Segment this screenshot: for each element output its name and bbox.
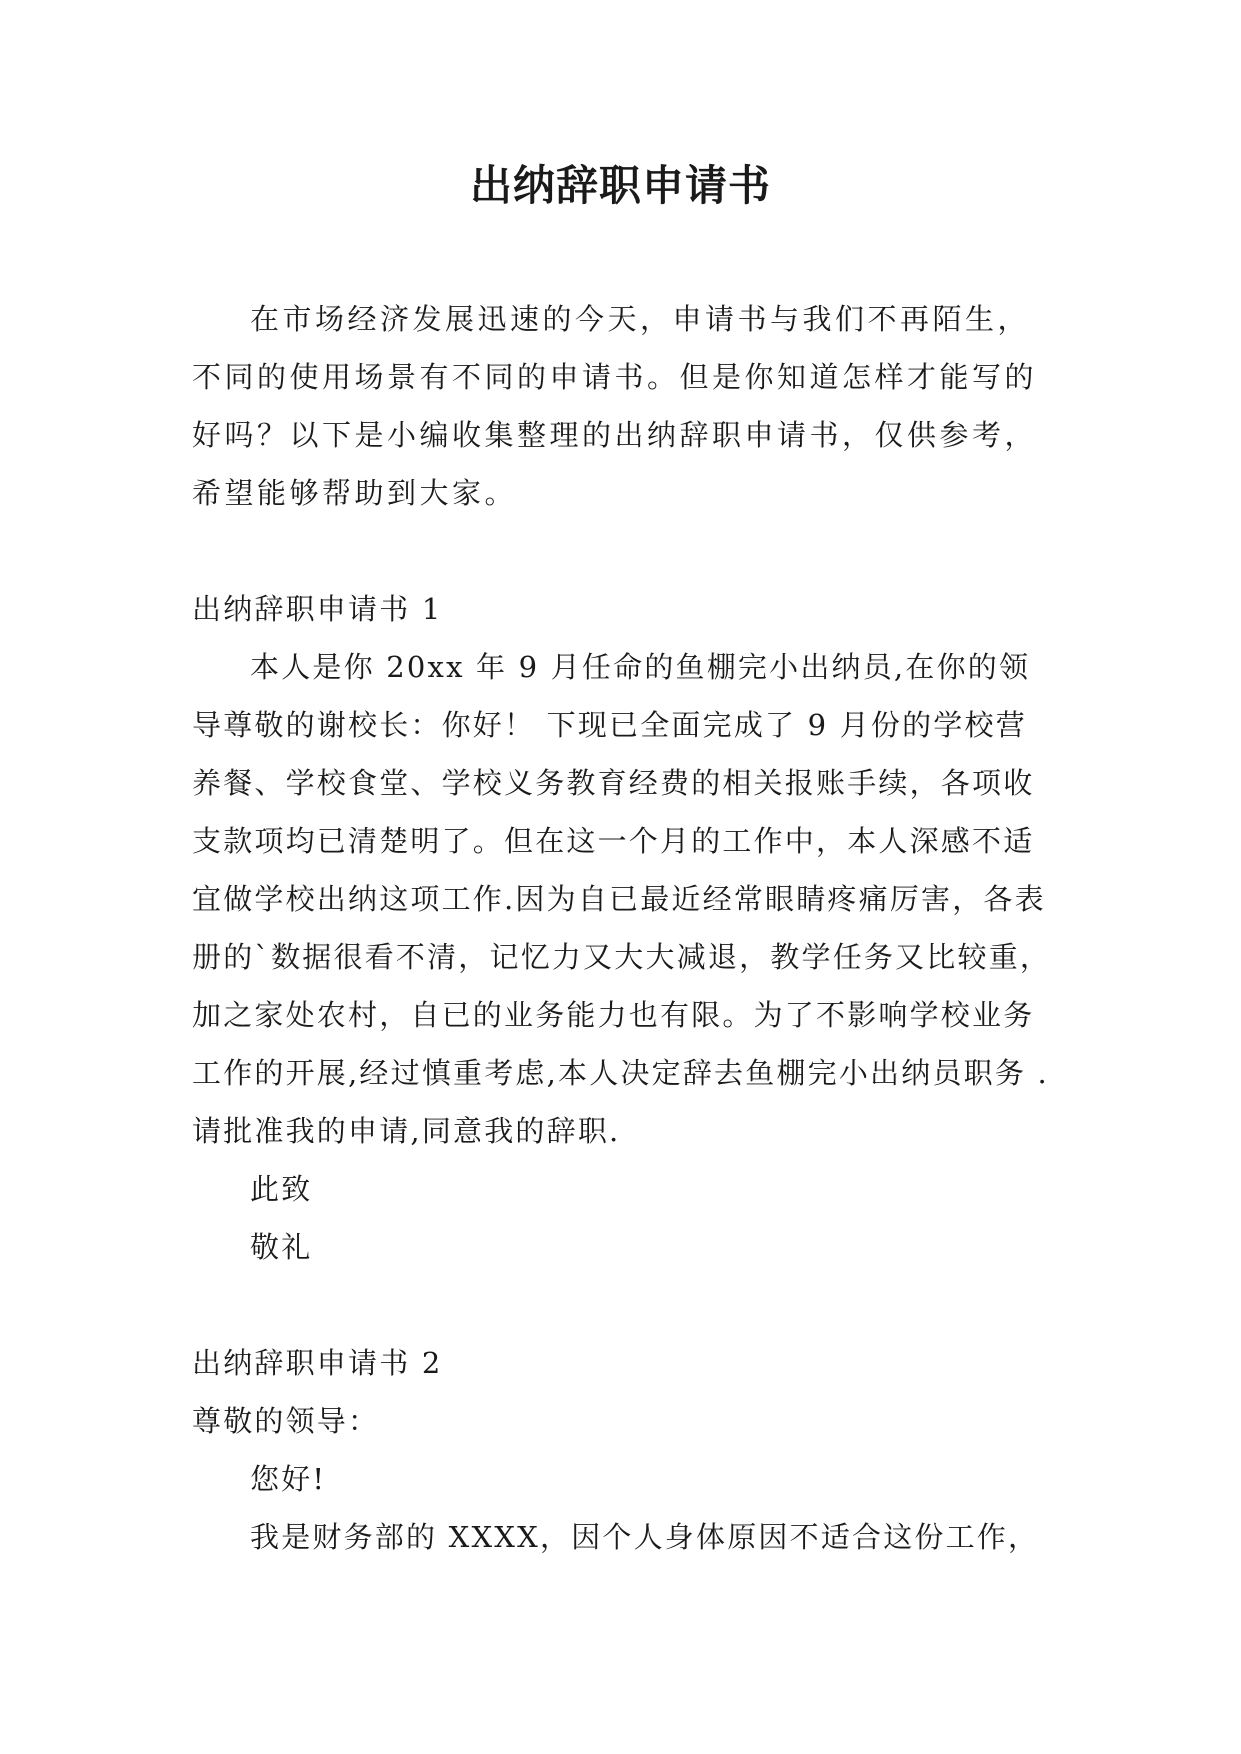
intro-paragraph: 在市场经济发展迅速的今天，申请书与我们不再陌生，不同的使用场景有不同的申请书。但是你知道怎样才能写的好吗？以下是小编收集整理的出纳辞职申请书，仅供参考，希望能够帮助到大家。 — [192, 302, 1038, 510]
spacer — [192, 522, 1052, 580]
document-body — [192, 290, 1052, 1566]
letter2-heading: 出纳辞职申请书 2 — [192, 1346, 443, 1380]
spacer — [192, 1276, 1052, 1334]
letter1-closing-1: 此致 — [250, 1172, 313, 1206]
letter2-salutation: 尊敬的领导： — [192, 1404, 380, 1438]
letter1-heading: 出纳辞职申请书 1 — [192, 592, 443, 626]
document-title: 出纳辞职申请书 — [469, 161, 771, 210]
letter2-body: 我是财务部的 XXXX，因个人身体原因不适合这份工作， — [250, 1520, 1040, 1554]
letter2-greeting: 您好! — [250, 1462, 327, 1496]
letter1-body: 本人是你 20xx 年 9 月任命的鱼棚完小出纳员,在你的领导尊敬的谢校长：你好！ 下现已全面完成了 9 月份的学校营养餐、学校食堂、学校义务教育经费的相关报账手续，各项收支款项均已清楚明了。但在这一个月的工作中，本人深感不适宜做学校出纳这项工作.因为自已最近经常眼睛疼痛厉害，各表册的`数据很看不清，记忆力又大大减退，教学任务又比较重，加之家处农村，自已的业务能力也有限。为了不影响学校业务工作的开展,经过慎重考虑,本人决定辞去鱼棚完小出纳员职务 .请批准我的申请,同意我的辞职. — [192, 650, 1052, 1148]
letter1-closing-2: 敬礼 — [250, 1230, 313, 1264]
